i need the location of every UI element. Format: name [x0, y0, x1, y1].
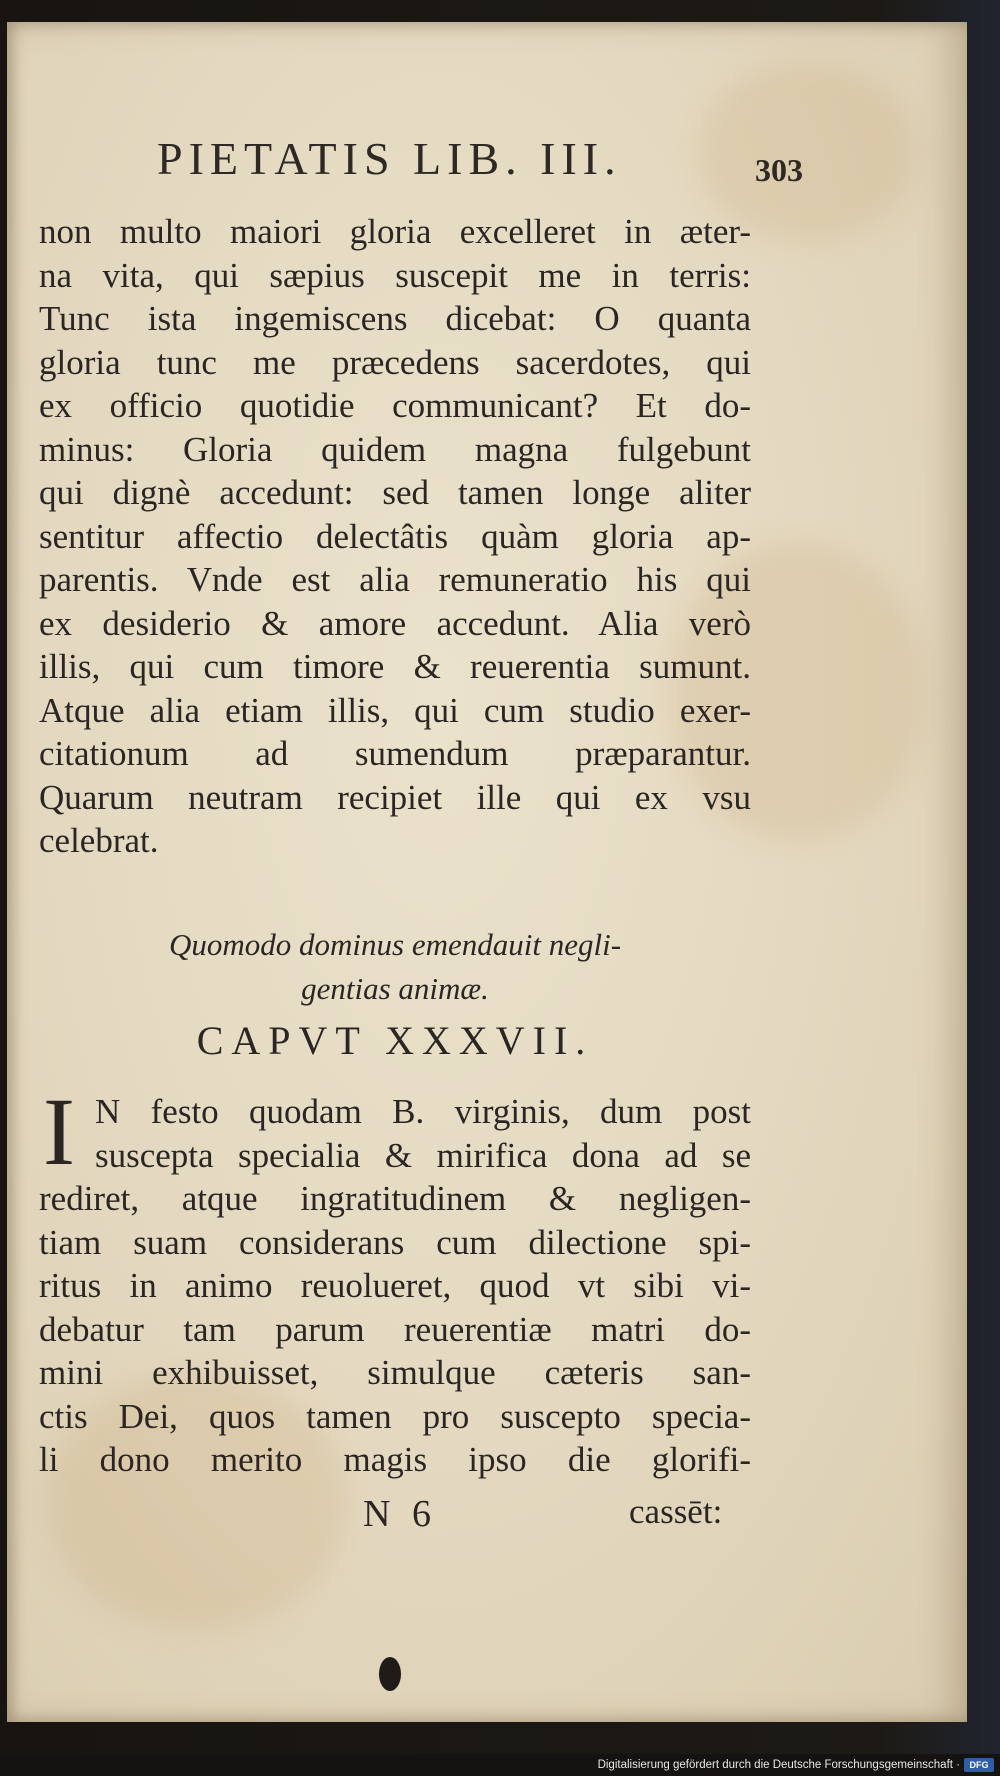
chapter-heading: CAPVT XXXVII.: [196, 1018, 594, 1063]
chapter-text-line: N festo quodam B. virginis, dum post: [95, 1092, 751, 1131]
chapter-text-line: ritus in animo reuolueret, quod vt sibi vi-: [39, 1266, 751, 1305]
body-text-line: ex officio quotidie communicant? Et do-: [39, 386, 751, 425]
chapter-subtitle-line: gentias animæ.: [301, 971, 489, 1006]
chapter-text-line: li dono merito magis ipso die glorifi-: [39, 1440, 751, 1479]
chapter-text-line: mini exhibuisset, simulque cæteris san-: [39, 1353, 751, 1392]
chapter-text-line: rediret, atque ingratitudinem & negligen-: [39, 1179, 751, 1218]
body-text-line: sentitur affectio delectâtis quàm gloria ap-: [39, 516, 751, 556]
body-text-line: qui dignè accedunt: sed tamen longe aliter: [39, 473, 751, 512]
body-text-line: citationum ad sumendum præparantur.: [39, 734, 751, 773]
digitization-credit: Digitalisierung gefördert durch die Deutsche Forschungsgemeinschaft ·: [597, 1759, 960, 1771]
body-text-line: na vita, qui sæpius suscepit me in terris:: [39, 255, 751, 295]
chapter-text-line: tiam suam considerans cum dilectione spi-: [39, 1222, 751, 1262]
book-page: [7, 22, 967, 1722]
body-text-line: Atque alia etiam illis, qui cum studio exer-: [39, 690, 751, 730]
catchword: cassēt:: [629, 1492, 723, 1531]
body-text-line: Tunc ista ingemiscens dicebat: O quanta: [39, 299, 751, 338]
body-text-line: minus: Gloria quidem magna fulgebunt: [39, 429, 751, 469]
body-text-line: parentis. Vnde est alia remuneratio his qui: [39, 560, 751, 599]
signature-mark: N 6: [363, 1493, 437, 1535]
running-head: PIETATIS LIB. III.: [157, 133, 622, 184]
body-text-line: ex desiderio & amore accedunt. Alia verò: [39, 603, 751, 643]
chapter-subtitle-line: Quomodo dominus emendauit negli-: [168, 927, 622, 962]
chapter-text-line: suscepta specialia & mirifica dona ad se: [95, 1135, 751, 1175]
drop-cap-initial: I: [43, 1078, 75, 1185]
body-text-line: gloria tunc me præcedens sacerdotes, qui: [39, 342, 751, 382]
chapter-text-line: ctis Dei, quos tamen pro suscepto specia-: [39, 1396, 751, 1436]
body-text-line: non multo maiori gloria excelleret in æter-: [39, 212, 751, 251]
ink-blot: [379, 1657, 401, 1691]
dfg-logo: DFG: [964, 1758, 994, 1772]
page-number: 303: [755, 152, 803, 188]
body-text-line: Quarum neutram recipiet ille qui ex vsu: [39, 777, 751, 817]
body-text-line: celebrat.: [39, 821, 159, 860]
body-text-line: illis, qui cum timore & reuerentia sumunt.: [39, 647, 751, 686]
chapter-text-line: debatur tam parum reuerentiæ matri do-: [39, 1309, 751, 1349]
